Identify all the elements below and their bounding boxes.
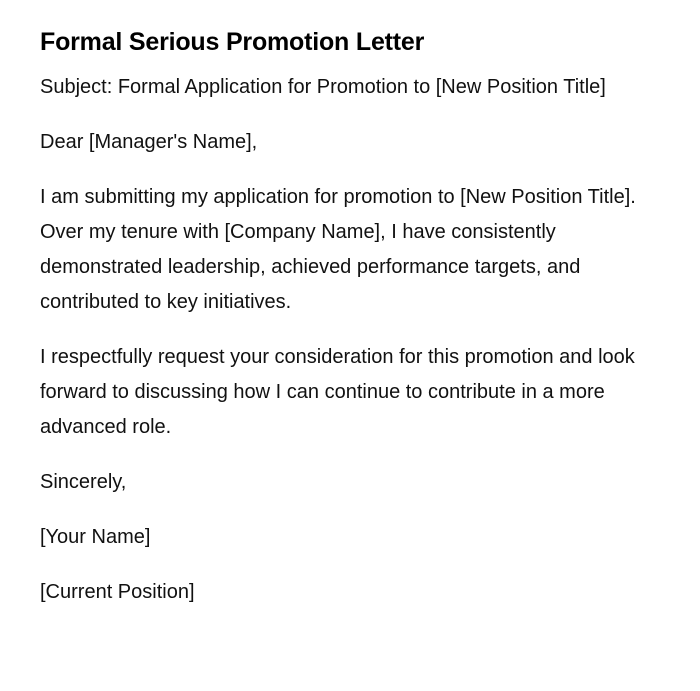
closing: Sincerely, [40,471,127,493]
page-title: Formal Serious Promotion Letter [40,28,425,56]
salutation: Dear [Manager's Name], [40,131,258,153]
sender-name: [Your Name] [40,526,151,548]
body-paragraph-1: I am submitting my application for promotion to [New Position Title]. Over my tenure with [Company Name], I have consistently demonstrated leadership, achieved performance targets, and contributed to key initiatives. [40,186,636,313]
body-paragraph-2: I respectfully request your consideration for this promotion and look forward to discussing how I can continue to contribute in a more advanced role. [40,346,635,438]
sender-position: [Current Position] [40,581,195,603]
subject-line: Subject: Formal Application for Promotion to [New Position Title] [40,76,606,98]
